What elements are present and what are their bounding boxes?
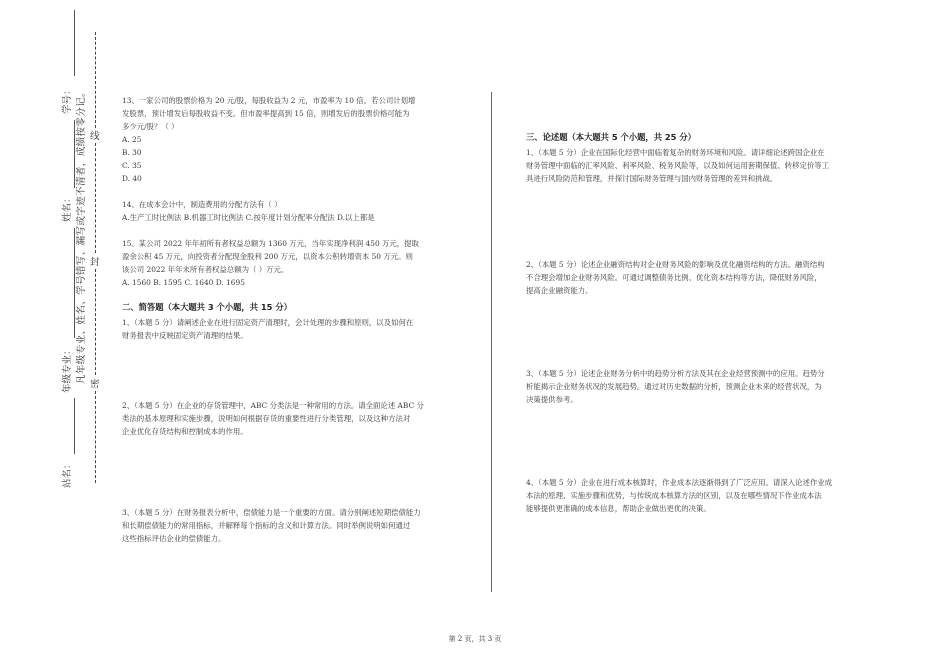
question-text: 15、某公司 2022 年年初所有者权益总额为 1360 万元，当年实现净利润 450 万元，提取 (122, 239, 419, 248)
question-text: 盈余公积 45 万元，向投资者分配现金股利 200 万元，以资本公积转增资本 50 万元。则 (122, 252, 413, 261)
student-id-line (74, 10, 75, 76)
question-text: 具进行风险防范和管理，并探讨国际财务管理与国内财务管理的差异和挑战。 (526, 174, 778, 183)
student-id-label: 学号： (62, 85, 73, 114)
binding-dashed-line-bottom (95, 391, 96, 483)
question-text: 2、（本题 5 分）在企业的存货管理中，ABC 分类法是一种常用的方法。请全面论述 ABC 分 (122, 401, 424, 410)
options-line: A. 1560 B. 1595 C. 1640 D. 1695 (122, 278, 245, 287)
left-column (122, 94, 474, 545)
school-line (74, 398, 75, 454)
essay-4 (526, 476, 888, 515)
question-text: 类法的基本原理和实施步骤，说明如何根据存货的重要性进行分类管理，以及这种方法对 (122, 414, 411, 423)
question-text: 本法的原理、实施步骤和优势，与传统成本核算方法的区别，以及在哪些情况下作业成本法 (526, 491, 822, 500)
short-answer-2 (122, 399, 474, 438)
question-13 (122, 94, 474, 185)
column-divider (491, 92, 492, 592)
question-text: 3、（本题 5 分）在财务报表分析中，偿债能力是一个重要的方面。请分别阐述短期偿债能力 (122, 508, 421, 517)
grade-label: 年级专业： (62, 345, 73, 393)
option-a: A. 25 (122, 135, 142, 144)
essay-2 (526, 258, 888, 297)
question-text: 多少元/股？（ ） (122, 122, 179, 131)
name-line (74, 120, 75, 188)
question-text: 财务管理中面临的汇率风险、利率风险、税务风险等，以及如何运用套期保值、转移定价等工 (526, 161, 830, 170)
question-text: 该公司 2022 年年末所有者权益总额为（ ）万元。 (122, 265, 289, 274)
question-text: 3、（本题 5 分）论述企业财务分析中的趋势分析方法及其在企业经营预测中的应用。趋势分 (526, 369, 825, 378)
binding-dashed-line-top (95, 32, 96, 128)
question-text: 4、（本题 5 分）企业在进行成本核算时，作业成本法逐渐得到了广泛应用。请深入论述作业成 (526, 478, 833, 487)
short-answer-1 (122, 316, 474, 342)
question-text: 企业优化存货结构和控制成本的作用。 (122, 427, 248, 436)
binding-dashed-line-low (95, 269, 96, 375)
question-text: 不合理会增加企业财务风险。可通过调整债务比例、优化资本结构等方法，降低财务风险， (526, 273, 822, 282)
question-text: 和长期偿债能力的常用指标，并解释每个指标的含义和计算方法。同时举例说明如何通过 (122, 521, 411, 530)
option-c: C. 35 (122, 161, 142, 170)
binding-dashed-line-mid (95, 143, 96, 253)
options-line: A.生产工时比例法 B.机器工时比例法 C.按年度计划分配率分配法 D.以上都是 (122, 213, 375, 222)
essay-3 (526, 367, 888, 406)
seal-char-xian: 线 (90, 131, 100, 142)
question-text: 13、一家公司的股票价格为 20 元/股，每股收益为 2 元，市盈率为 10 倍。若公司计划增 (122, 96, 416, 105)
question-text: 14、在成本会计中，制造费用的分配方法有（ ） (122, 200, 282, 209)
right-column (526, 131, 888, 515)
question-text: 提高企业融资能力。 (526, 286, 593, 295)
question-text: 这些指标评估企业的偿债能力。 (122, 534, 226, 543)
school-label: 站名： (62, 459, 73, 488)
option-b: B. 30 (122, 148, 142, 157)
question-14 (122, 198, 474, 224)
grade-line (74, 228, 75, 338)
question-text: 决策提供参考。 (526, 395, 578, 404)
name-label: 姓名： (62, 193, 73, 222)
page-number: 第 2 页，共 3 页 (448, 635, 502, 643)
question-text: 能够提供更准确的成本信息，帮助企业做出更优的决策。 (526, 504, 711, 513)
short-answer-3 (122, 506, 474, 545)
section-2-title: 二、简答题（本大题共 3 个小题，共 15 分） (122, 302, 292, 312)
question-text: 财务报表中反映固定资产清理的结果。 (122, 331, 248, 340)
question-15 (122, 237, 474, 289)
question-text: 发股票，预计增发后每股收益不变。但市盈率提高到 15 倍，则增发后的股票价格可能为 (122, 109, 410, 118)
question-text: 1、（本题 5 分）企业在国际化经营中面临着复杂的财务环境和风险。请详细论述跨国企业在 (526, 148, 825, 157)
question-text: 析能揭示企业财务状况的发展趋势。通过对历史数据的分析，预测企业未来的经营状况，为 (526, 382, 822, 391)
section-3-title: 三、论述题（本大题共 5 个小题，共 25 分） (526, 132, 696, 142)
binding-sidebar (0, 0, 110, 672)
question-text: 2、（本题 5 分）论述企业融资结构对企业财务风险的影响及优化融资结构的方法。融资结构 (526, 260, 825, 269)
seal-char-mi: 密 (90, 379, 100, 390)
notice-text: 凡年级专业、姓名、学号错写、漏写或字迹不清者，成绩按零分记。 (76, 86, 87, 384)
essay-1 (526, 146, 888, 185)
question-text: 1、（本题 5 分）请阐述企业在进行固定资产清理时，会计处理的步骤和原则，以及如何在 (122, 318, 414, 327)
seal-char-feng: 封 (90, 257, 100, 268)
option-d: D. 40 (122, 174, 142, 183)
